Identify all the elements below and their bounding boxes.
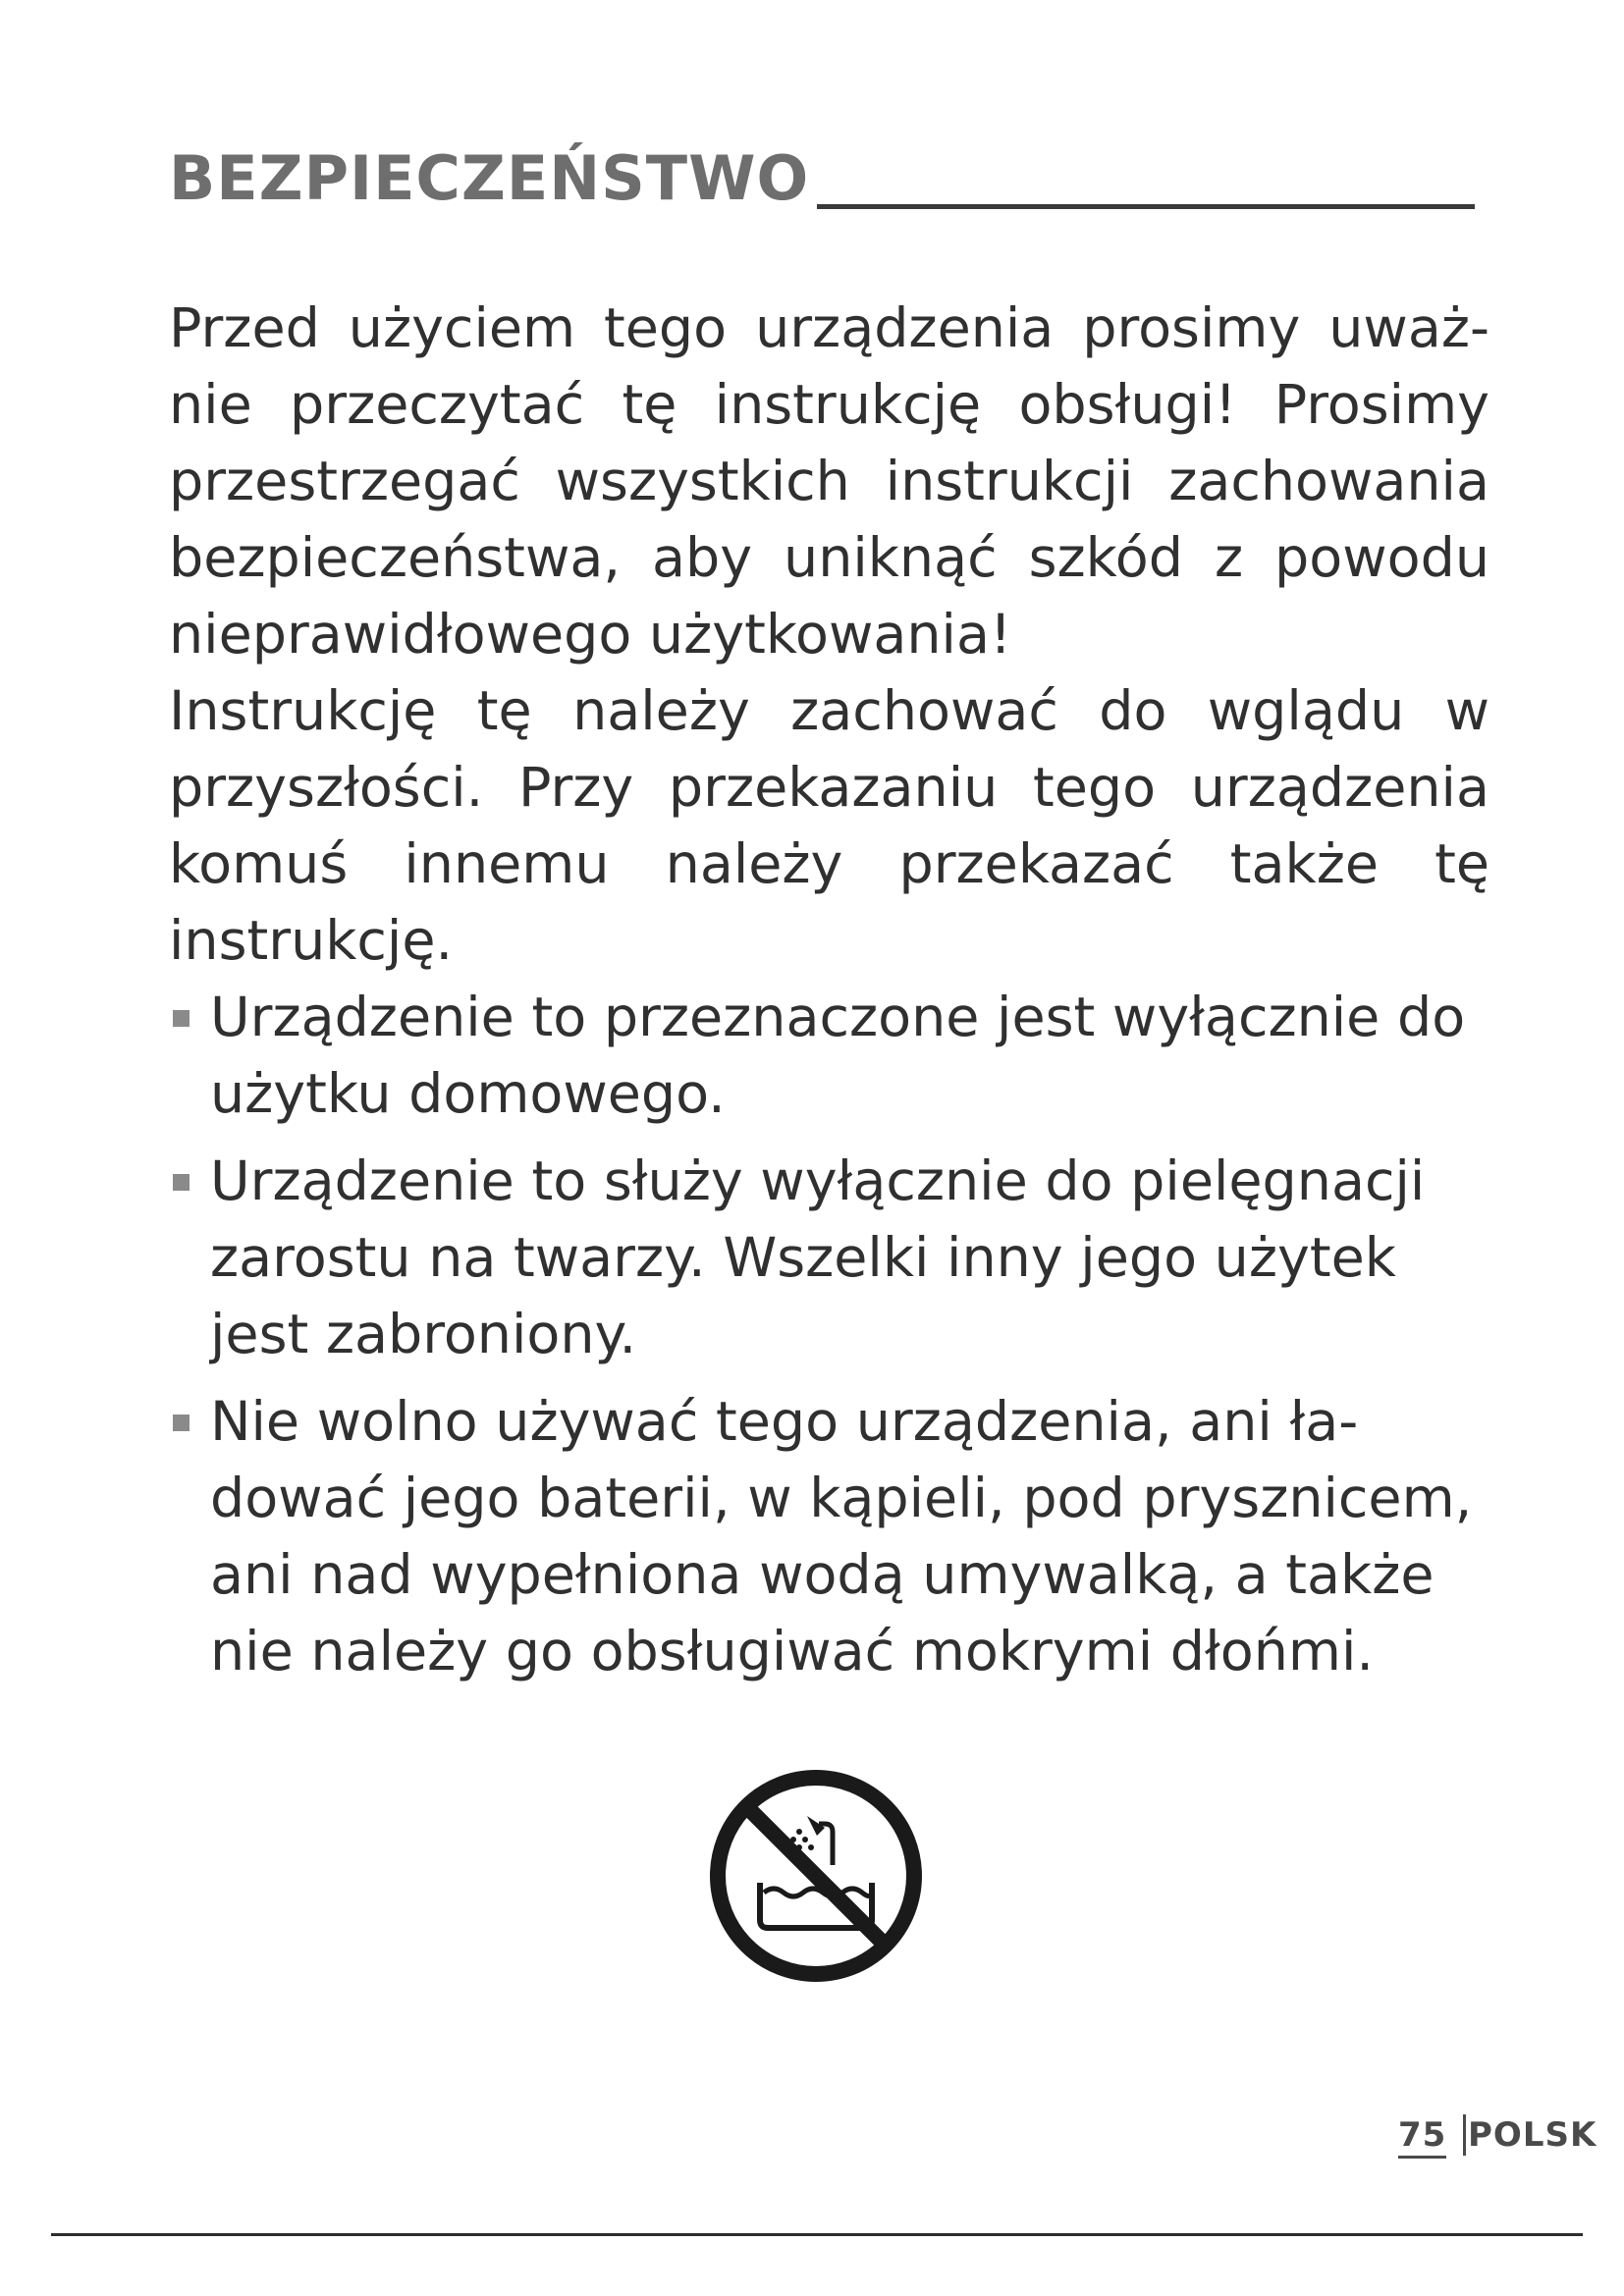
list-item [169, 1144, 1489, 1373]
language-label: POLSK [1463, 2114, 1597, 2156]
bullet-square-icon [173, 1174, 189, 1191]
bullet-square-icon [173, 1415, 189, 1431]
list-item-text: Urządzenie to służy wyłącznie do pielęgnacji zarostu na twarzy. Wszelki inny jego użytek jest zabroniony. [210, 1149, 1426, 1366]
safety-content [169, 291, 1489, 1701]
title-underline [817, 204, 1475, 209]
list-item [169, 1384, 1489, 1690]
no-bath-shower-icon [703, 1763, 929, 1989]
bullet-square-icon [173, 1010, 189, 1027]
list-item-text: Nie wolno używać tego urządzenia, ani ładować jego baterii, w kąpieli, pod prysznicem, ani nad wypełniona wodą umywalką, a także nie należy go obsługiwać mokrymi dłońmi. [210, 1390, 1473, 1683]
page-number: 75 [1398, 2114, 1446, 2159]
intro-paragraph-1: Przed użyciem tego urządzenia prosimy uważnie przeczytać tę instrukcję obsługi! Prosimy przestrzegać wszystkich instrukcji zachowania bezpieczeństwa, aby uniknąć szkód z powodu nieprawidłowego użytkowania! [169, 296, 1489, 667]
page-footer [1398, 2110, 1597, 2169]
intro-paragraph-2: Instrukcję tę należy zachować do wglądu w przyszłości. Przy przekazaniu tego urządzenia komuś innemu należy przekazać także tę instrukcję. [169, 679, 1489, 973]
section-title: BEZPIECZEŃSTWO [169, 142, 810, 214]
list-item [169, 980, 1489, 1133]
bottom-divider [51, 2233, 1583, 2236]
safety-list [169, 980, 1489, 1690]
section-header [169, 139, 1475, 218]
list-item-text: Urządzenie to przeznaczone jest wyłącznie do użytku domowego. [210, 986, 1466, 1126]
